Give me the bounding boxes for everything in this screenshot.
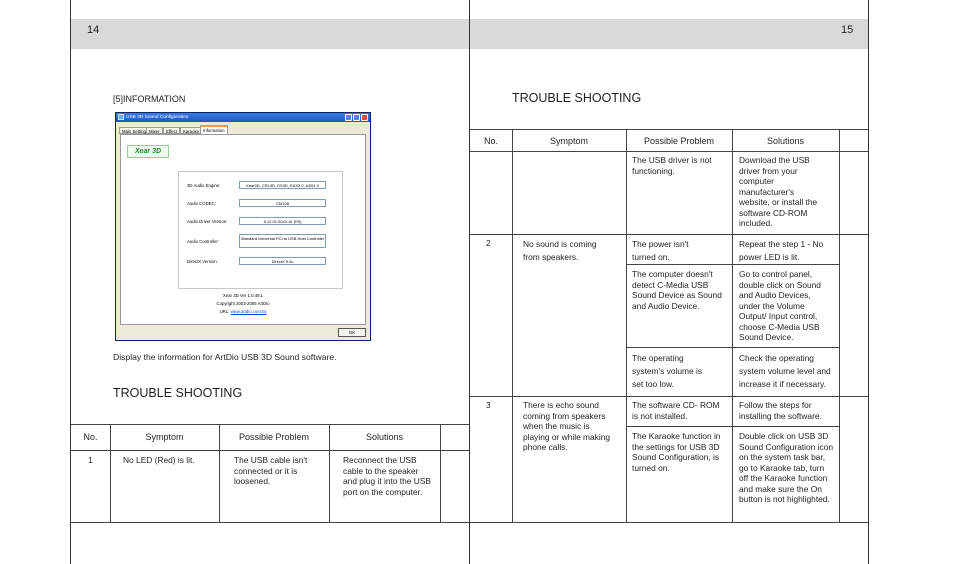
window-titlebar bbox=[116, 113, 370, 122]
left-col-divider-4 bbox=[440, 424, 441, 522]
right-table-top-rule bbox=[470, 129, 868, 130]
right-row3-rule bbox=[470, 396, 868, 397]
tab-karaoke: Karaoke bbox=[180, 127, 202, 134]
right-row3-symptom: There is echo sound coming from speakers when the music is playing or while making phone calls. bbox=[523, 400, 611, 452]
information-panel bbox=[120, 134, 366, 325]
left-header-problem: Possible Problem bbox=[238, 432, 310, 442]
right-row2c-problem: The operating system's volume is set too low. bbox=[632, 353, 703, 389]
right-table-header-rule bbox=[470, 151, 868, 152]
right-page-border bbox=[868, 0, 869, 564]
window-title: USB 3D Sound Configuration bbox=[126, 115, 189, 120]
right-row2-no: 2 bbox=[486, 238, 491, 248]
url-link: www.artdio.com.tw bbox=[230, 309, 267, 314]
minimize-icon bbox=[345, 114, 352, 121]
ok-button: OK bbox=[338, 328, 366, 337]
left-header-no: No. bbox=[83, 432, 98, 442]
left-row1-symptom: No LED (Red) is lit. bbox=[123, 455, 195, 465]
left-header-band bbox=[71, 19, 469, 49]
right-row3b-solution: Double click on USB 3D Sound Configuration icon on the system task bar, go to Karaoke tab, turn off the Karaoke function and make sure the On button is not highlighted. bbox=[739, 431, 834, 504]
right-row2-problem: The power isn't turned on. bbox=[632, 239, 689, 262]
right-page-number: 15 bbox=[841, 24, 854, 36]
copyright-line: Copyright 2003-2005 ArtDio bbox=[216, 301, 270, 306]
right-header-symptom: Symptom bbox=[549, 136, 588, 146]
left-row1-solution: Reconnect the USB cable to the speaker and plug it into the USB port on the computer. bbox=[343, 455, 431, 497]
tab-information: Information bbox=[200, 125, 228, 134]
right-row3b-problem: The Karaoke function in the settings for USB 3D Sound Configuration, is turned on. bbox=[632, 431, 721, 473]
right-header-solutions: Solutions bbox=[766, 136, 805, 146]
right-row2c-solution: Check the operating system volume level and increase it if necessary. bbox=[739, 353, 831, 389]
right-col-divider-1 bbox=[512, 129, 513, 522]
tab-effect: Effect bbox=[163, 127, 180, 134]
field-label-audio-codec: Audio CODEC: bbox=[187, 201, 216, 206]
left-row1-problem: The USB cable isn't connected or it is loosened. bbox=[234, 455, 308, 486]
field-value-driver-version: 5.12.01.0043.16 (R0) bbox=[239, 217, 326, 225]
field-value-audio-engine: Xear3D, CRL3D, DS3D, EAX2.0, A3D1.0 bbox=[239, 181, 326, 189]
field-value-directx-version: DirectX 9.0c bbox=[239, 257, 326, 265]
version-line: Xear 3D Ver 1.0.49.1 bbox=[222, 293, 264, 298]
right-row2b-solution: Go to control panel, double click on Sound and Audio Devices, under the Volume Output/ Input control, choose C-Media USB Sound Device. bbox=[739, 269, 821, 342]
right-row3-solution: Follow the steps for installing the software. bbox=[739, 400, 822, 421]
right-row2-symptom: No sound is coming from speakers. bbox=[523, 239, 597, 262]
left-table-header-rule bbox=[71, 450, 469, 451]
right-rowa-problem: The USB driver is not functioning. bbox=[632, 155, 712, 176]
url-line bbox=[121, 309, 365, 314]
window-app-icon bbox=[118, 114, 124, 120]
close-icon bbox=[361, 114, 368, 121]
tab-mixer: Mixer bbox=[146, 127, 163, 134]
screenshot-caption: Display the information for ArtDio USB 3D Sound software. bbox=[113, 352, 337, 362]
url-label: URL: bbox=[219, 309, 230, 314]
section-label: [5]INFORMATION bbox=[113, 94, 186, 104]
right-table-bottom-rule bbox=[470, 522, 868, 523]
field-label-audio-controller: Audio Controller: bbox=[187, 239, 220, 244]
xear-logo: Xear 3D bbox=[127, 145, 169, 158]
left-row1-no: 1 bbox=[88, 455, 93, 465]
config-window-screenshot bbox=[115, 112, 371, 341]
tab-main-setting: Main Setting bbox=[119, 127, 149, 134]
right-col-divider-2 bbox=[626, 129, 627, 522]
left-header-solutions: Solutions bbox=[365, 432, 404, 442]
field-value-audio-controller: Standard Universal PCI to USB Host Controller bbox=[239, 234, 326, 248]
page-gutter bbox=[469, 0, 470, 564]
field-label-audio-engine: 3D Audio Engine: bbox=[187, 183, 221, 188]
right-row3-no: 3 bbox=[486, 400, 491, 410]
left-table-top-rule bbox=[71, 424, 469, 425]
left-page-number: 14 bbox=[87, 24, 100, 36]
right-col-divider-4 bbox=[839, 129, 840, 522]
right-row2b-problem: The computer doesn't detect C-Media USB Sound Device as Sound and Audio Device. bbox=[632, 269, 722, 311]
right-rowa-solution: Download the USB driver from your computer manufacturer's website, or install the software CD-ROM included. bbox=[739, 155, 818, 228]
right-row2-solution: Repeat the step 1 - No power LED is lit. bbox=[739, 239, 824, 262]
field-label-driver-version: Audio Driver Version: bbox=[187, 219, 228, 224]
field-label-directx-version: DirectX Version: bbox=[187, 259, 218, 264]
right-header-band bbox=[470, 19, 868, 49]
left-table-bottom-rule bbox=[71, 522, 469, 523]
left-page-border bbox=[70, 0, 71, 564]
right-col-divider-3 bbox=[732, 129, 733, 522]
right-header-problem: Possible Problem bbox=[643, 136, 715, 146]
left-header-symptom: Symptom bbox=[145, 432, 184, 442]
right-heading: TROUBLE SHOOTING bbox=[512, 91, 642, 105]
right-row3-problem: The software CD- ROM is not installed. bbox=[632, 400, 720, 421]
maximize-icon bbox=[353, 114, 360, 121]
right-row2-rule bbox=[470, 234, 868, 235]
field-value-audio-codec: CM108 bbox=[239, 199, 326, 207]
right-header-no: No. bbox=[483, 136, 498, 146]
left-heading: TROUBLE SHOOTING bbox=[113, 386, 243, 400]
